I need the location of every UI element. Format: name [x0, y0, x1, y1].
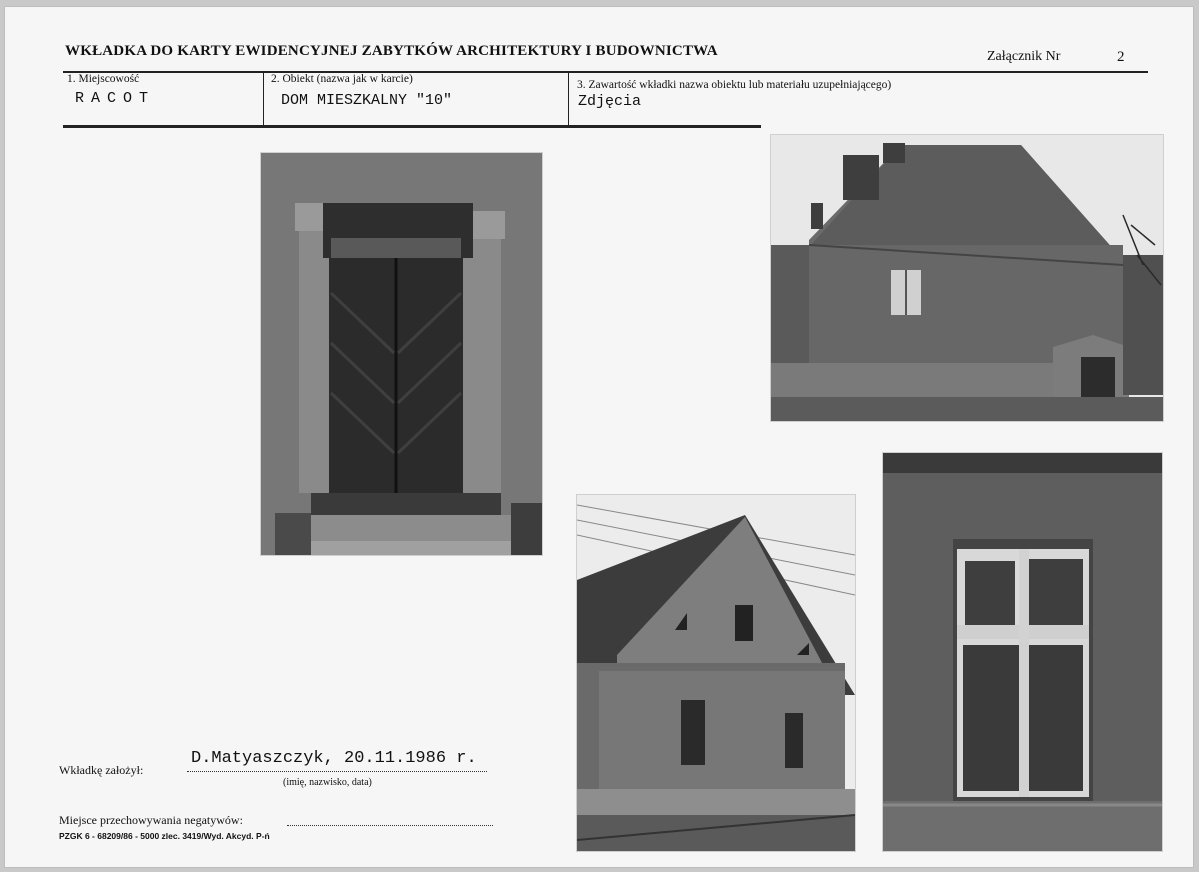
contents-label: 3. Zawartość wkładki nazwa obiektu lub materiału uzupełniającego): [577, 79, 892, 91]
locality-label: 1. Miejscowość: [67, 73, 140, 85]
annex-number: 2: [1117, 49, 1125, 65]
compiled-by-line: [187, 771, 487, 772]
photo-house-gable: [577, 495, 855, 851]
field-divider-2: [568, 73, 569, 127]
document-title: WKŁADKA DO KARTY EWIDENCYJNEJ ZABYTKÓW ARCHITEKTURY I BUDOWNICTWA: [65, 43, 718, 59]
window-illustration: [883, 453, 1162, 851]
photo-doorway: [261, 153, 542, 555]
header-rule-top: [63, 71, 1148, 73]
house-side-illustration: [771, 135, 1163, 421]
compiled-by-value: D.Matyaszczyk, 20.11.1986 r.: [191, 749, 477, 768]
contents-value: Zdjęcia: [578, 93, 642, 110]
annex-label: Załącznik Nr: [987, 49, 1061, 64]
header-rule-bottom: [63, 125, 761, 128]
object-label: 2. Obiekt (nazwa jak w karcie): [271, 73, 413, 85]
photo-window: [883, 453, 1162, 851]
house-gable-illustration: [577, 495, 855, 851]
compiled-by-label: Wkładkę założył:: [59, 763, 144, 777]
inventory-card-insert: [4, 6, 1194, 868]
compiled-by-caption: (imię, nazwisko, data): [283, 777, 372, 788]
locality-value: RACOT: [75, 90, 156, 107]
photo-house-side: [771, 135, 1163, 421]
field-divider-1: [263, 73, 264, 127]
print-note: PZGK 6 - 68209/86 - 5000 zlec. 3419/Wyd. Akcyd. P-ń: [59, 831, 270, 841]
negatives-line: [287, 825, 493, 826]
doorway-illustration: [261, 153, 542, 555]
negatives-label: Miejsce przechowywania negatywów:: [59, 813, 243, 827]
object-value: DOM MIESZKALNY "10": [281, 92, 453, 109]
